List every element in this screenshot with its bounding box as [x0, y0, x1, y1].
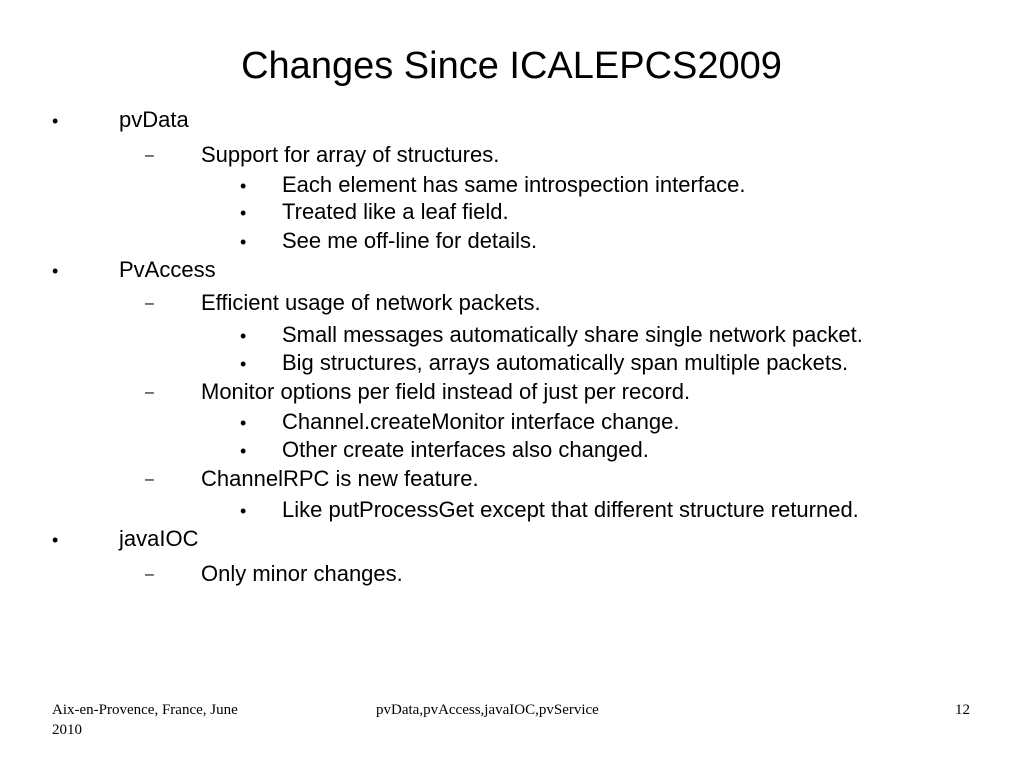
dash-marker: – — [145, 471, 154, 488]
dash-marker: – — [145, 384, 154, 401]
sub-item: Only minor changes. — [201, 561, 403, 586]
sub-sub-item: Big structures, arrays automatically span multiple packets. — [282, 350, 849, 375]
dash-marker: – — [145, 147, 154, 164]
sub-sub-item: Treated like a leaf field. — [282, 199, 509, 224]
sub-sub-item: Each element has same introspection interface. — [282, 172, 746, 197]
sub-item: Efficient usage of network packets. — [201, 290, 541, 315]
sub-item: Support for array of structures. — [201, 142, 500, 167]
footer-center-text: pvData,pvAccess,javaIOC,pvService — [376, 702, 599, 718]
sub-sub-item: See me off-line for details. — [282, 228, 538, 253]
bullet-marker: • — [240, 203, 247, 223]
sub-sub-item: Like putProcessGet except that different structure returned. — [282, 497, 859, 522]
bullet-marker: • — [52, 261, 59, 281]
bullet-marker: • — [52, 530, 59, 550]
bullet-marker: • — [240, 232, 247, 252]
bullet-marker: • — [240, 326, 247, 346]
sub-item: ChannelRPC is new feature. — [201, 466, 479, 491]
sub-sub-item: Channel.createMonitor interface change. — [282, 409, 680, 434]
bullet-marker: • — [240, 413, 247, 433]
footer-location-line1: Aix-en-Provence, France, June — [52, 702, 238, 718]
bullet-marker: • — [240, 501, 247, 521]
bullet-item-pvaccess: PvAccess — [119, 257, 216, 282]
bullet-item-pvdata: pvData — [119, 107, 189, 132]
slide-number: 12 — [955, 702, 970, 718]
bullet-marker: • — [240, 354, 247, 374]
bullet-marker: • — [240, 176, 247, 196]
dash-marker: – — [145, 295, 154, 312]
footer-location-line2: 2010 — [52, 722, 82, 738]
bullet-marker: • — [240, 441, 247, 461]
bullet-marker: • — [52, 111, 59, 131]
sub-item: Monitor options per field instead of just per record. — [201, 379, 691, 404]
dash-marker: – — [145, 566, 154, 583]
sub-sub-item: Other create interfaces also changed. — [282, 437, 649, 462]
slide-title: Changes Since ICALEPCS2009 — [241, 45, 782, 87]
sub-sub-item: Small messages automatically share single network packet. — [282, 322, 863, 347]
footer-location — [52, 700, 312, 740]
bullet-item-javaioc: javaIOC — [119, 526, 199, 551]
